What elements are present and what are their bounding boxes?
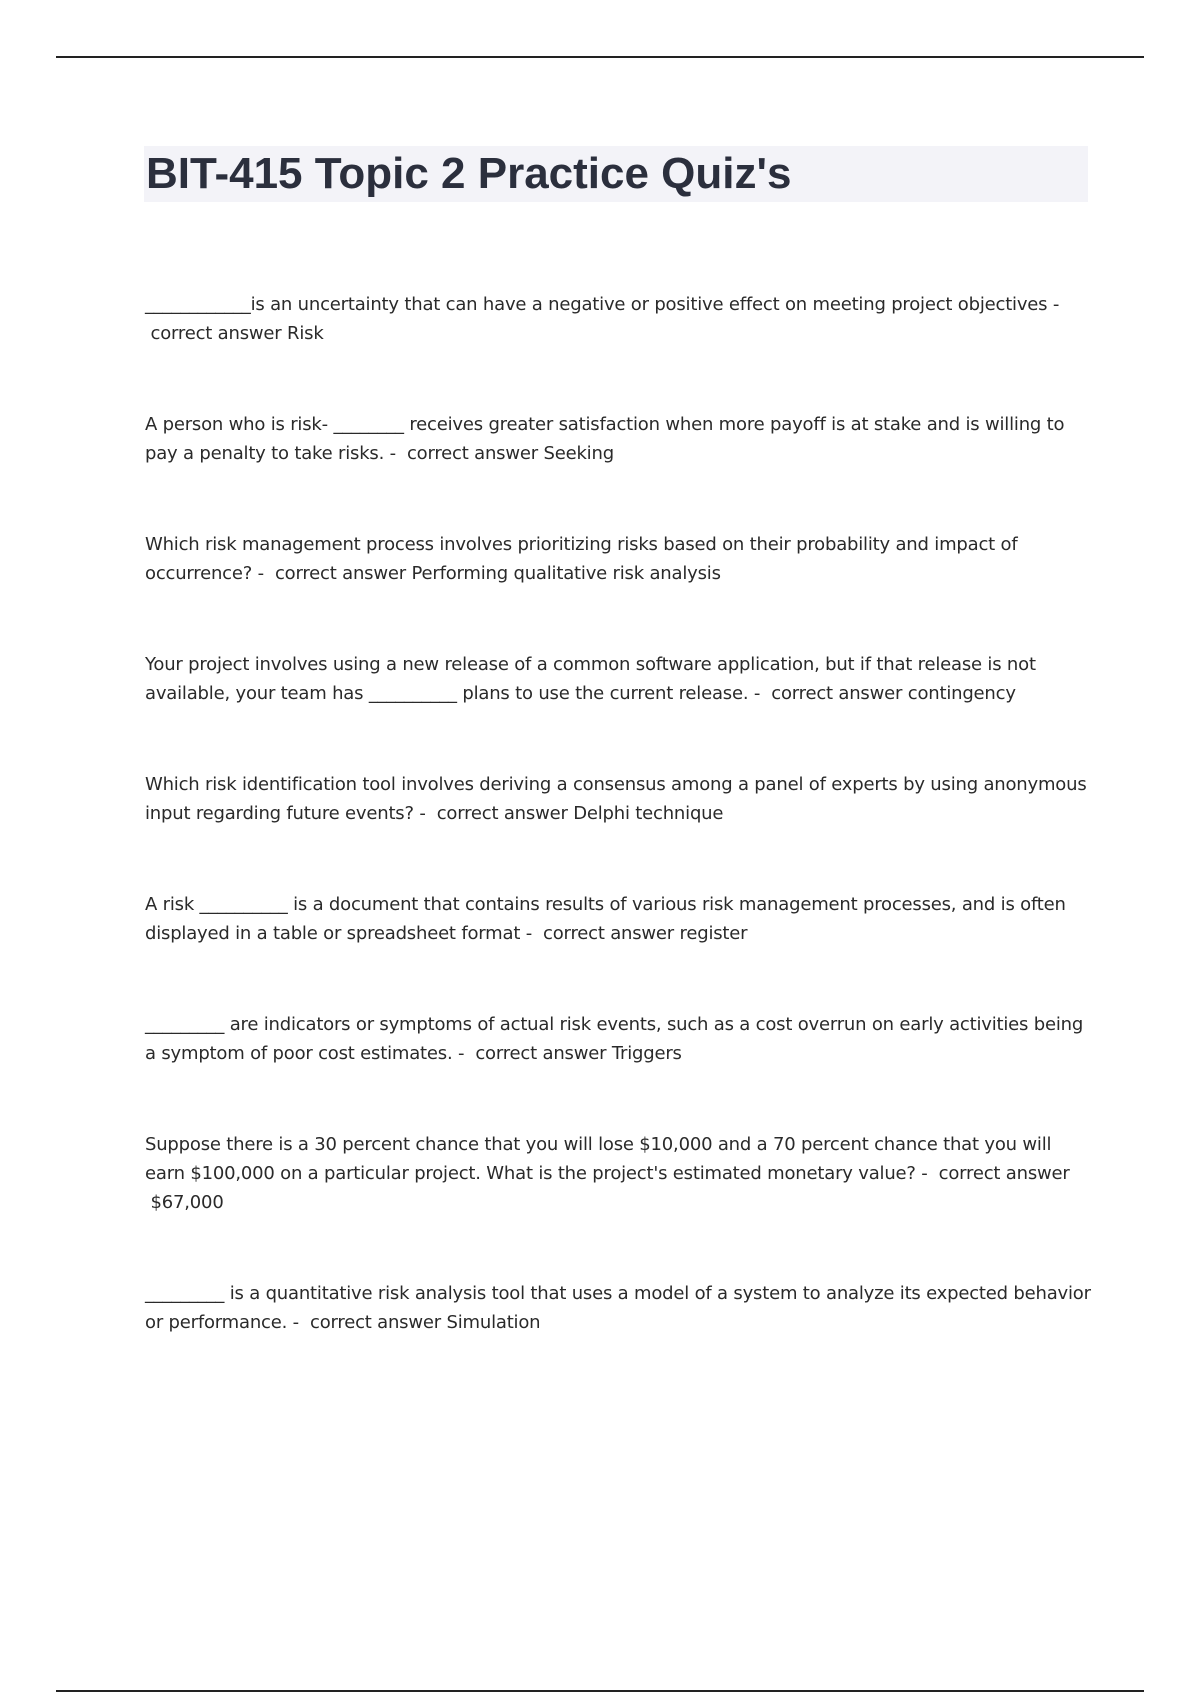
question-text: Which risk identification tool involves deriving a consensus among a panel of experts by using anonymous input regarding future events? -: [145, 774, 1087, 824]
answer-label: correct answer: [436, 803, 568, 824]
answer-text: Seeking: [543, 443, 614, 464]
question-list: [145, 290, 1095, 1399]
answer-text: Risk: [287, 323, 324, 344]
qa-item: [145, 530, 1095, 588]
answer-label: correct answer: [310, 1312, 441, 1333]
bottom-divider: [56, 1690, 1144, 1692]
question-text: Your project involves using a new release of a common software application, but if that release is not available, your team has __________ plans to use the current release. -: [145, 654, 1036, 704]
answer-label: correct answer: [475, 1043, 607, 1064]
answer-text: register: [679, 923, 748, 944]
answer-label: correct answer: [406, 443, 538, 464]
question-text: _________ is a quantitative risk analysis tool that uses a model of a system to analyze its expected behavior or performance. -: [145, 1283, 1091, 1333]
qa-item: [145, 1130, 1095, 1217]
answer-text: $67,000: [150, 1192, 224, 1213]
question-text: Which risk management process involves prioritizing risks based on their probability and impact of occurrence? -: [145, 534, 1018, 584]
answer-label: correct answer: [543, 923, 675, 944]
qa-item: [145, 1010, 1095, 1068]
top-divider: [56, 56, 1144, 58]
qa-item: [145, 770, 1095, 828]
answer-text: Simulation: [446, 1312, 541, 1333]
qa-item: [145, 650, 1095, 708]
question-text: Suppose there is a 30 percent chance that you will lose $10,000 and a 70 percent chance that you will earn $100,000 on a particular project. What is the project's estimated monetary value? -: [145, 1134, 1052, 1184]
answer-text: contingency: [907, 683, 1016, 704]
qa-item: [145, 1279, 1095, 1337]
qa-item: [145, 890, 1095, 948]
answer-text: Triggers: [611, 1043, 682, 1064]
question-text: A person who is risk- ________ receives greater satisfaction when more payoff is at stake and is willing to pay a penalty to take risks. -: [145, 414, 1065, 464]
question-text: A risk __________ is a document that contains results of various risk management processes, and is often displayed in a table or spreadsheet format -: [145, 894, 1066, 944]
qa-item: [145, 290, 1095, 348]
answer-label: correct answer: [150, 323, 282, 344]
page-title: BIT-415 Topic 2 Practice Quiz's: [146, 149, 792, 198]
answer-label: correct answer: [938, 1163, 1070, 1184]
question-text: _________ are indicators or symptoms of actual risk events, such as a cost overrun on early activities being a symptom of poor cost estimates. -: [145, 1014, 1084, 1064]
answer-label: correct answer: [274, 563, 406, 584]
answer-label: correct answer: [771, 683, 903, 704]
answer-text: Performing qualitative risk analysis: [411, 563, 721, 584]
question-text: ____________is an uncertainty that can have a negative or positive effect on meeting project objectives -: [145, 294, 1060, 315]
answer-text: Delphi technique: [573, 803, 724, 824]
qa-item: [145, 410, 1095, 468]
